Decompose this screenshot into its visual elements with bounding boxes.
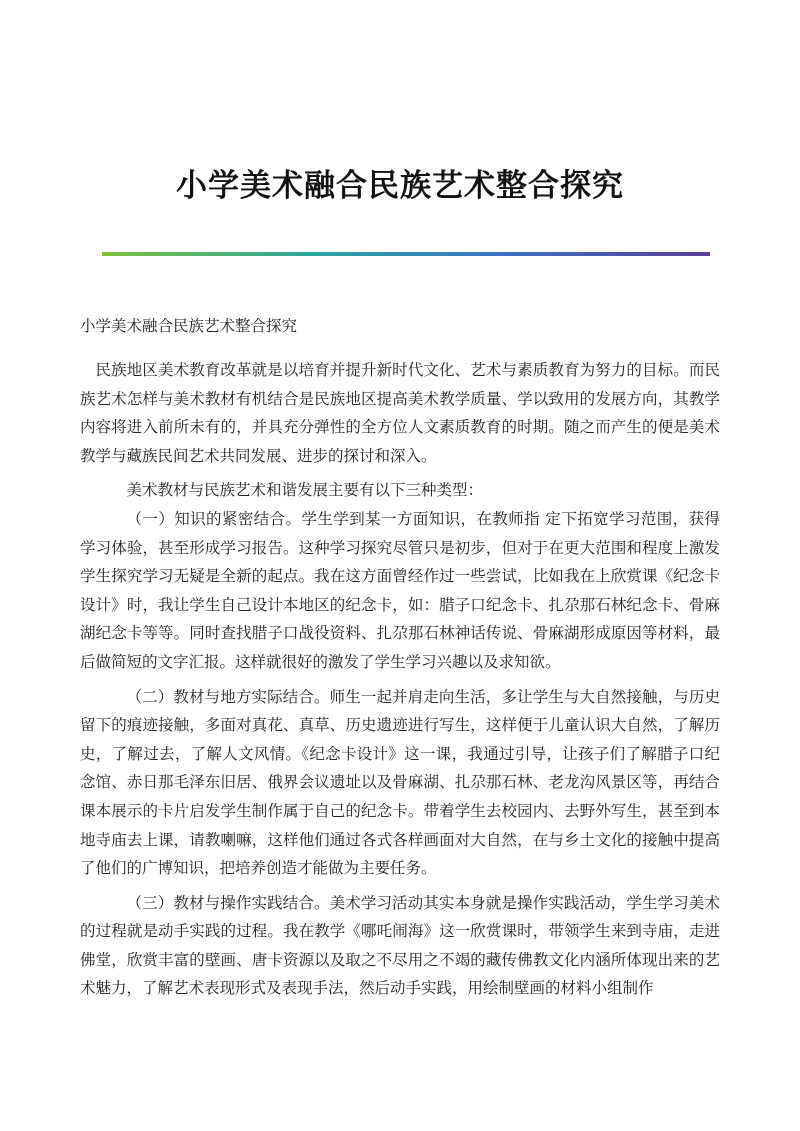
- paragraph-type-three: （三）教材与操作实践结合。美术学习活动其实本身就是操作实践活动，学生学习美术的过程就是动手实践的过程。我在教学《哪吒闹海》这一欣赏课时，带领学生来到寺庙，走进佛堂，欣赏丰富的壁画、唐卡资源以及取之不尽用之不竭的藏传佛教文化内涵所体现出来的艺术魅力，了解艺术表现形式及表现手法，然后动手实践，用绘制壁画的材料小组制作: [80, 893, 720, 998]
- page-title: 小学美术融合民族艺术整合探究: [176, 168, 624, 204]
- paragraph-type-two: （二）教材与地方实际结合。师生一起并肩走向生活，多让学生与大自然接触，与历史留下的痕迹接触，多面对真花、真草、历史遗迹进行写生，这样便于儿童认识大自然，了解历史，了解过去，了解人文风情。《纪念卡设计》这一课，我通过引导，让孩子们了解腊子口纪念馆、赤日那毛泽东旧居、俄界会议遗址以及骨麻湖、扎尕那石林、老龙沟风景区等，再结合课本展示的卡片启发学生制作属于自己的纪念卡。带着学生去校园内、去野外写生，甚至到本地寺庙去上课，请教喇嘛，这样他们通过各式各样画面对大自然，在与乡土文化的接触中提高了他们的广博知识，把培养创造才能做为主要任务。: [80, 687, 720, 878]
- paragraph-types-heading: 美术教材与民族艺术和谐发展主要有以下三种类型：: [126, 481, 484, 500]
- document-body: [80, 312, 720, 1003]
- paragraph-type-one: （一）知识的紧密结合。学生学到某一方面知识，在教师指 定下拓宽学习范围，获得学习体验，甚至形成学习报告。这种学习探究尽管只是初步，但对于在更大范围和程度上激发学生探究学习无疑是全新的起点。我在这方面曾经作过一些尝试，比如我在上欣赏课《纪念卡设计》时，我让学生自己设计本地区的纪念卡，如：腊子口纪念卡、扎尕那石林纪念卡、骨麻湖纪念卡等等。同时查找腊子口战役资料、扎尕那石林神话传说、骨麻湖形成原因等材料，最后做简短的文字汇报。这样就很好的激发了学生学习兴趣以及求知欲。: [80, 509, 720, 671]
- paragraph-intro: 民族地区美术教育改革就是以培育并提升新时代文化、艺术与素质教育为努力的目标。而民族艺术怎样与美术教材有机结合是民族地区提高美术教学质量、学以致用的发展方向，其教学内容将进入前所未有的，并具充分弹性的全方位人文素质教育的时期。随之而产生的便是美术教学与藏族民间艺术共同发展、进步的探讨和深入。: [80, 361, 720, 465]
- title-divider: [102, 252, 710, 256]
- document-subtitle: 小学美术融合民族艺术整合探究: [80, 317, 298, 335]
